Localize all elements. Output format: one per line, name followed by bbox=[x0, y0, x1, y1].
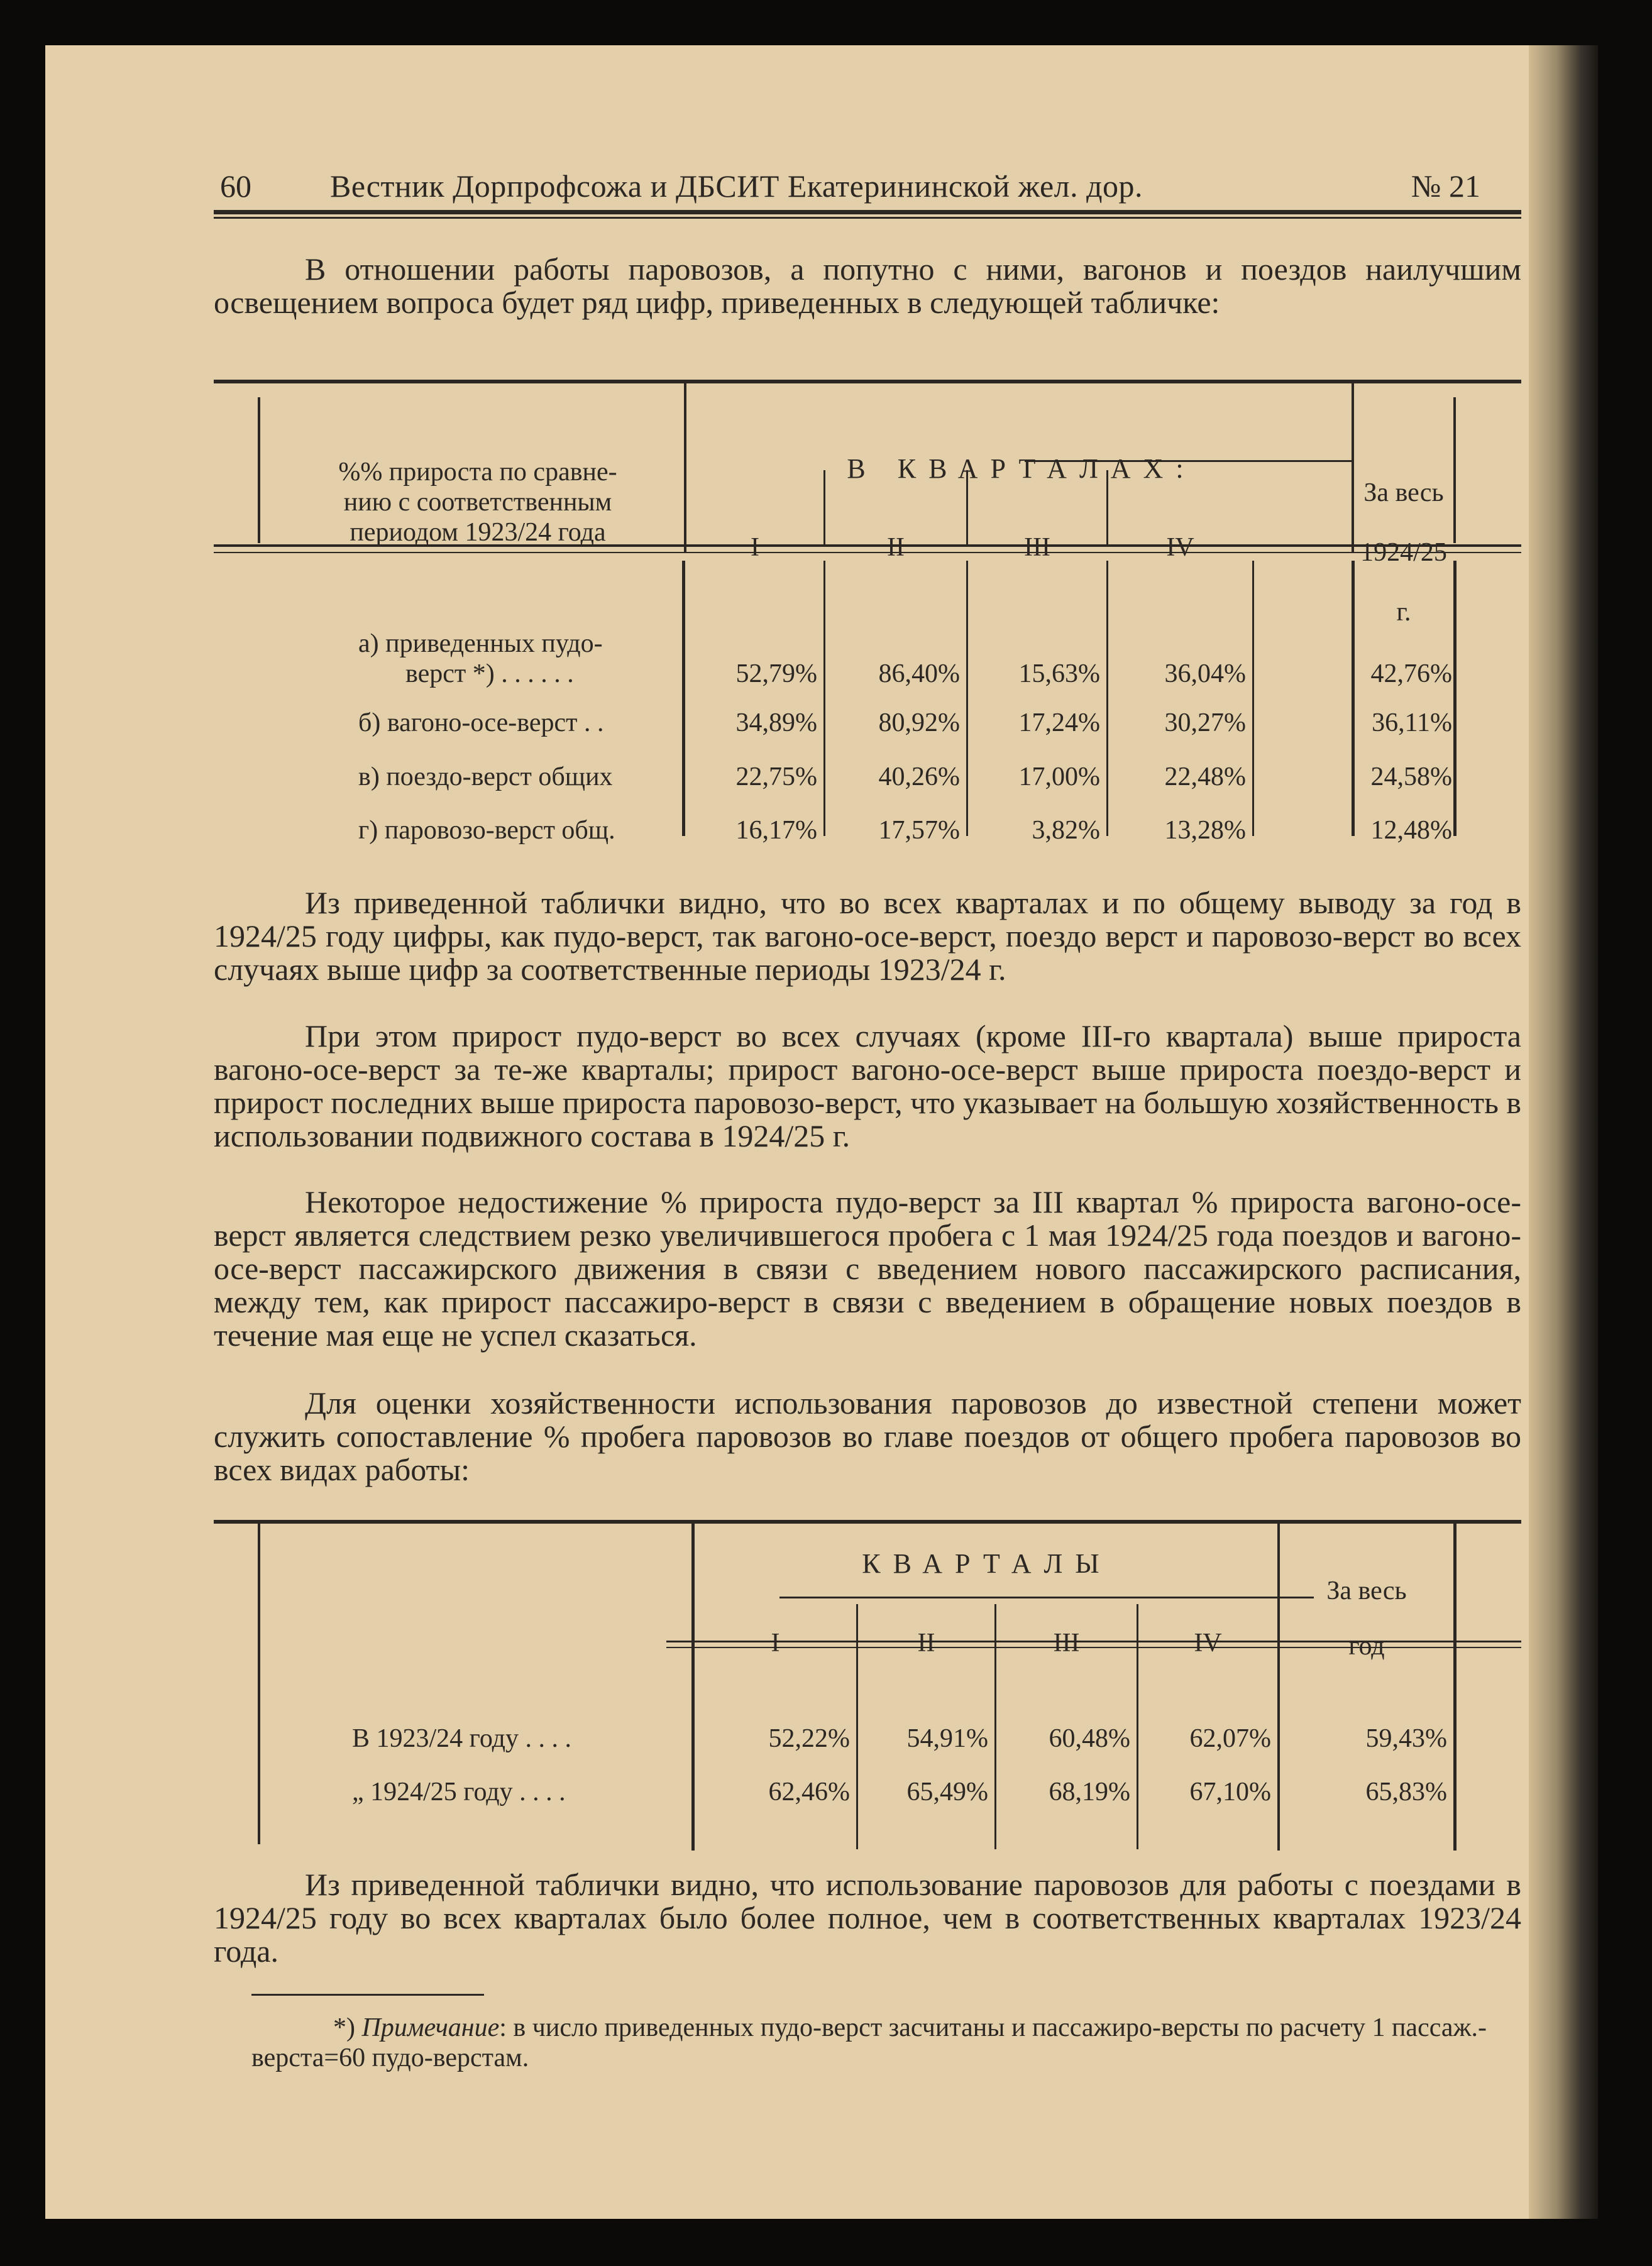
header-rule bbox=[214, 210, 1521, 214]
table-vline bbox=[1453, 561, 1457, 836]
row-label: в) поездо-верст общих bbox=[358, 762, 613, 791]
table-cell: 60,48% bbox=[1049, 1724, 1130, 1753]
table-cell: 17,57% bbox=[878, 816, 960, 845]
footnote-text: : в число приведенных пудо-верст засчитаны и пассажиро-версты по расчету 1 пассаж.-верста=60 пудо-верстам. bbox=[251, 2013, 1487, 2072]
table-vline bbox=[682, 561, 685, 836]
paragraph-conclusion-1: Из приведенной таблички видно, что во всех кварталах и по общему выводу за год в 1924/25 году цифры, как пудо-верст, так вагоно-осе-верст, поездо верст и паровозо-верст во всех случаях выше цифр за соответственные периоды 1923/24 г. bbox=[214, 885, 1521, 987]
quarter-header: IV bbox=[1194, 1629, 1222, 1658]
table-cell: 16,17% bbox=[735, 816, 817, 845]
table-cell: 22,75% bbox=[735, 762, 817, 791]
table-cell: 52,22% bbox=[768, 1724, 850, 1753]
table-cell: 40,26% bbox=[878, 762, 960, 791]
header-rule-thin bbox=[214, 217, 1521, 219]
row-label-line: верст *) . . . . . . bbox=[405, 659, 574, 688]
total-header bbox=[1354, 463, 1453, 642]
quarter-header: II bbox=[887, 533, 905, 562]
table-cell: 17,00% bbox=[1018, 762, 1100, 791]
table-vline bbox=[1106, 561, 1108, 836]
table-cell: 67,10% bbox=[1189, 1778, 1271, 1807]
table-cell: 22,48% bbox=[1164, 762, 1246, 791]
paragraph-analysis: При этом прирост пудо-верст во всех случаях (кроме III-го квартала) выше прироста вагоно-осе-верст за те-же кварталы; прирост вагоно-осе-верст выше прироста поездо-верст и прирост последних выше прироста паровозо-верст, что указывает на большую хозяйственность в использовании подвижного состава в 1924/25 г. bbox=[214, 1018, 1521, 1153]
total-header-line: 1924/25 г. bbox=[1360, 538, 1447, 627]
stub-header-line: нию с соответственным bbox=[343, 488, 612, 517]
table-cell: 17,24% bbox=[1018, 708, 1100, 737]
table-cell: 54,91% bbox=[906, 1724, 988, 1753]
table-vline bbox=[1453, 1524, 1457, 1851]
quarter-header: II bbox=[917, 1629, 935, 1658]
group-header-rule bbox=[779, 1597, 1314, 1598]
table-vline bbox=[966, 561, 968, 836]
row-label: В 1923/24 году . . . . bbox=[352, 1724, 572, 1753]
row-label: г) паровозо-верст общ. bbox=[358, 816, 615, 845]
table-cell-total: 24,58% bbox=[1370, 762, 1452, 791]
row-label-line: а) приведенных пудо- bbox=[358, 629, 603, 658]
table-cell: 30,27% bbox=[1164, 708, 1246, 737]
quarter-header: IV bbox=[1166, 533, 1194, 562]
stub-header-line: периодом 1923/24 года bbox=[350, 518, 606, 547]
table-vline bbox=[258, 397, 260, 543]
table-cell-total: 42,76% bbox=[1370, 659, 1452, 688]
footnote-rule bbox=[251, 1994, 484, 1996]
issue-number: № 21 bbox=[1411, 168, 1480, 204]
running-header bbox=[214, 168, 1521, 206]
table-cell: 68,19% bbox=[1049, 1778, 1130, 1807]
quarter-header: I bbox=[771, 1629, 780, 1658]
table-cell-total: 59,43% bbox=[1365, 1724, 1447, 1753]
book-spine-shadow bbox=[1529, 45, 1598, 2219]
quarter-header: III bbox=[1024, 533, 1050, 562]
paragraph-explanation: Некоторое недостижение % прироста пудо-верст за III квартал % прироста вагоно-осе-верст является следствием резко увеличившегося пробега с 1 мая 1924/25 года поездов и вагоно-осе-верст пассажирского движения в связи с введением нового пассажирского расписания, между тем, как прирост пассажиро-верст в связи с введением в обращение новых поездов в течение мая еще не успел сказаться. bbox=[214, 1184, 1521, 1353]
row-label: б) вагоно-осе-верст . . bbox=[358, 708, 604, 737]
table-top-rule bbox=[214, 380, 1521, 383]
paragraph-locomotive-intro: Для оценки хозяйственности использования паровозов до известной степени может служить сопоставление % пробега паровозов во главе поездов от общего пробега паровозов во всех видах работы: bbox=[214, 1385, 1521, 1487]
paragraph-intro: В отношении работы паровозов, а попутно с ними, вагонов и поездов наилучшим освещением вопроса будет ряд цифр, приведенных в следующей табличке: bbox=[214, 251, 1521, 320]
table-cell: 3,82% bbox=[1032, 816, 1100, 845]
page-number: 60 bbox=[220, 168, 251, 204]
footnote bbox=[251, 2013, 1521, 2073]
row-label bbox=[358, 629, 679, 689]
book-page bbox=[45, 45, 1598, 2219]
journal-title: Вестник Дорпрофсожа и ДБСИТ Екатерининской жел. дор. bbox=[330, 168, 1143, 204]
table-vline bbox=[823, 561, 825, 836]
paragraph-conclusion-2: Из приведенной таблички видно, что использование паровозов для работы с поездами в 1924/25 году во всех кварталах было более полное, чем в соответственных кварталах 1923/24 года. bbox=[214, 1867, 1521, 1969]
total-header-line: За весь bbox=[1363, 478, 1444, 507]
total-header-line: год bbox=[1348, 1632, 1385, 1661]
quarter-header: III bbox=[1053, 1629, 1080, 1658]
table-cell: 62,07% bbox=[1189, 1724, 1271, 1753]
table-vline bbox=[1252, 561, 1254, 836]
table-cell: 65,49% bbox=[906, 1778, 988, 1807]
table-cell-total: 12,48% bbox=[1370, 816, 1452, 845]
table-cell-total: 65,83% bbox=[1365, 1778, 1447, 1807]
total-header-line: За весь bbox=[1326, 1576, 1407, 1605]
table-cell: 15,63% bbox=[1018, 659, 1100, 688]
table-cell: 62,46% bbox=[768, 1778, 850, 1807]
table-cell: 86,40% bbox=[878, 659, 960, 688]
table-vline bbox=[258, 1524, 260, 1844]
group-header: КВАРТАЛЫ bbox=[862, 1548, 1112, 1579]
table-cell: 52,79% bbox=[735, 659, 817, 688]
table-cell: 13,28% bbox=[1164, 816, 1246, 845]
table-cell: 36,04% bbox=[1164, 659, 1246, 688]
stub-header bbox=[270, 457, 685, 547]
table-vline bbox=[1453, 397, 1456, 543]
table-cell: 34,89% bbox=[735, 708, 817, 737]
table-cell: 80,92% bbox=[878, 708, 960, 737]
table-top-rule bbox=[214, 1520, 1521, 1524]
group-header: В КВАРТАЛАХ: bbox=[847, 453, 1196, 484]
table-cell-total: 36,11% bbox=[1372, 708, 1452, 737]
quarter-header: I bbox=[751, 533, 759, 562]
stub-header-line: %% прироста по сравне- bbox=[338, 458, 617, 487]
footnote-marker: *) bbox=[333, 2013, 362, 2042]
total-header bbox=[1280, 1563, 1453, 1674]
footnote-label: Примечание bbox=[361, 2013, 500, 2042]
row-label: „ 1924/25 году . . . . bbox=[352, 1778, 566, 1807]
